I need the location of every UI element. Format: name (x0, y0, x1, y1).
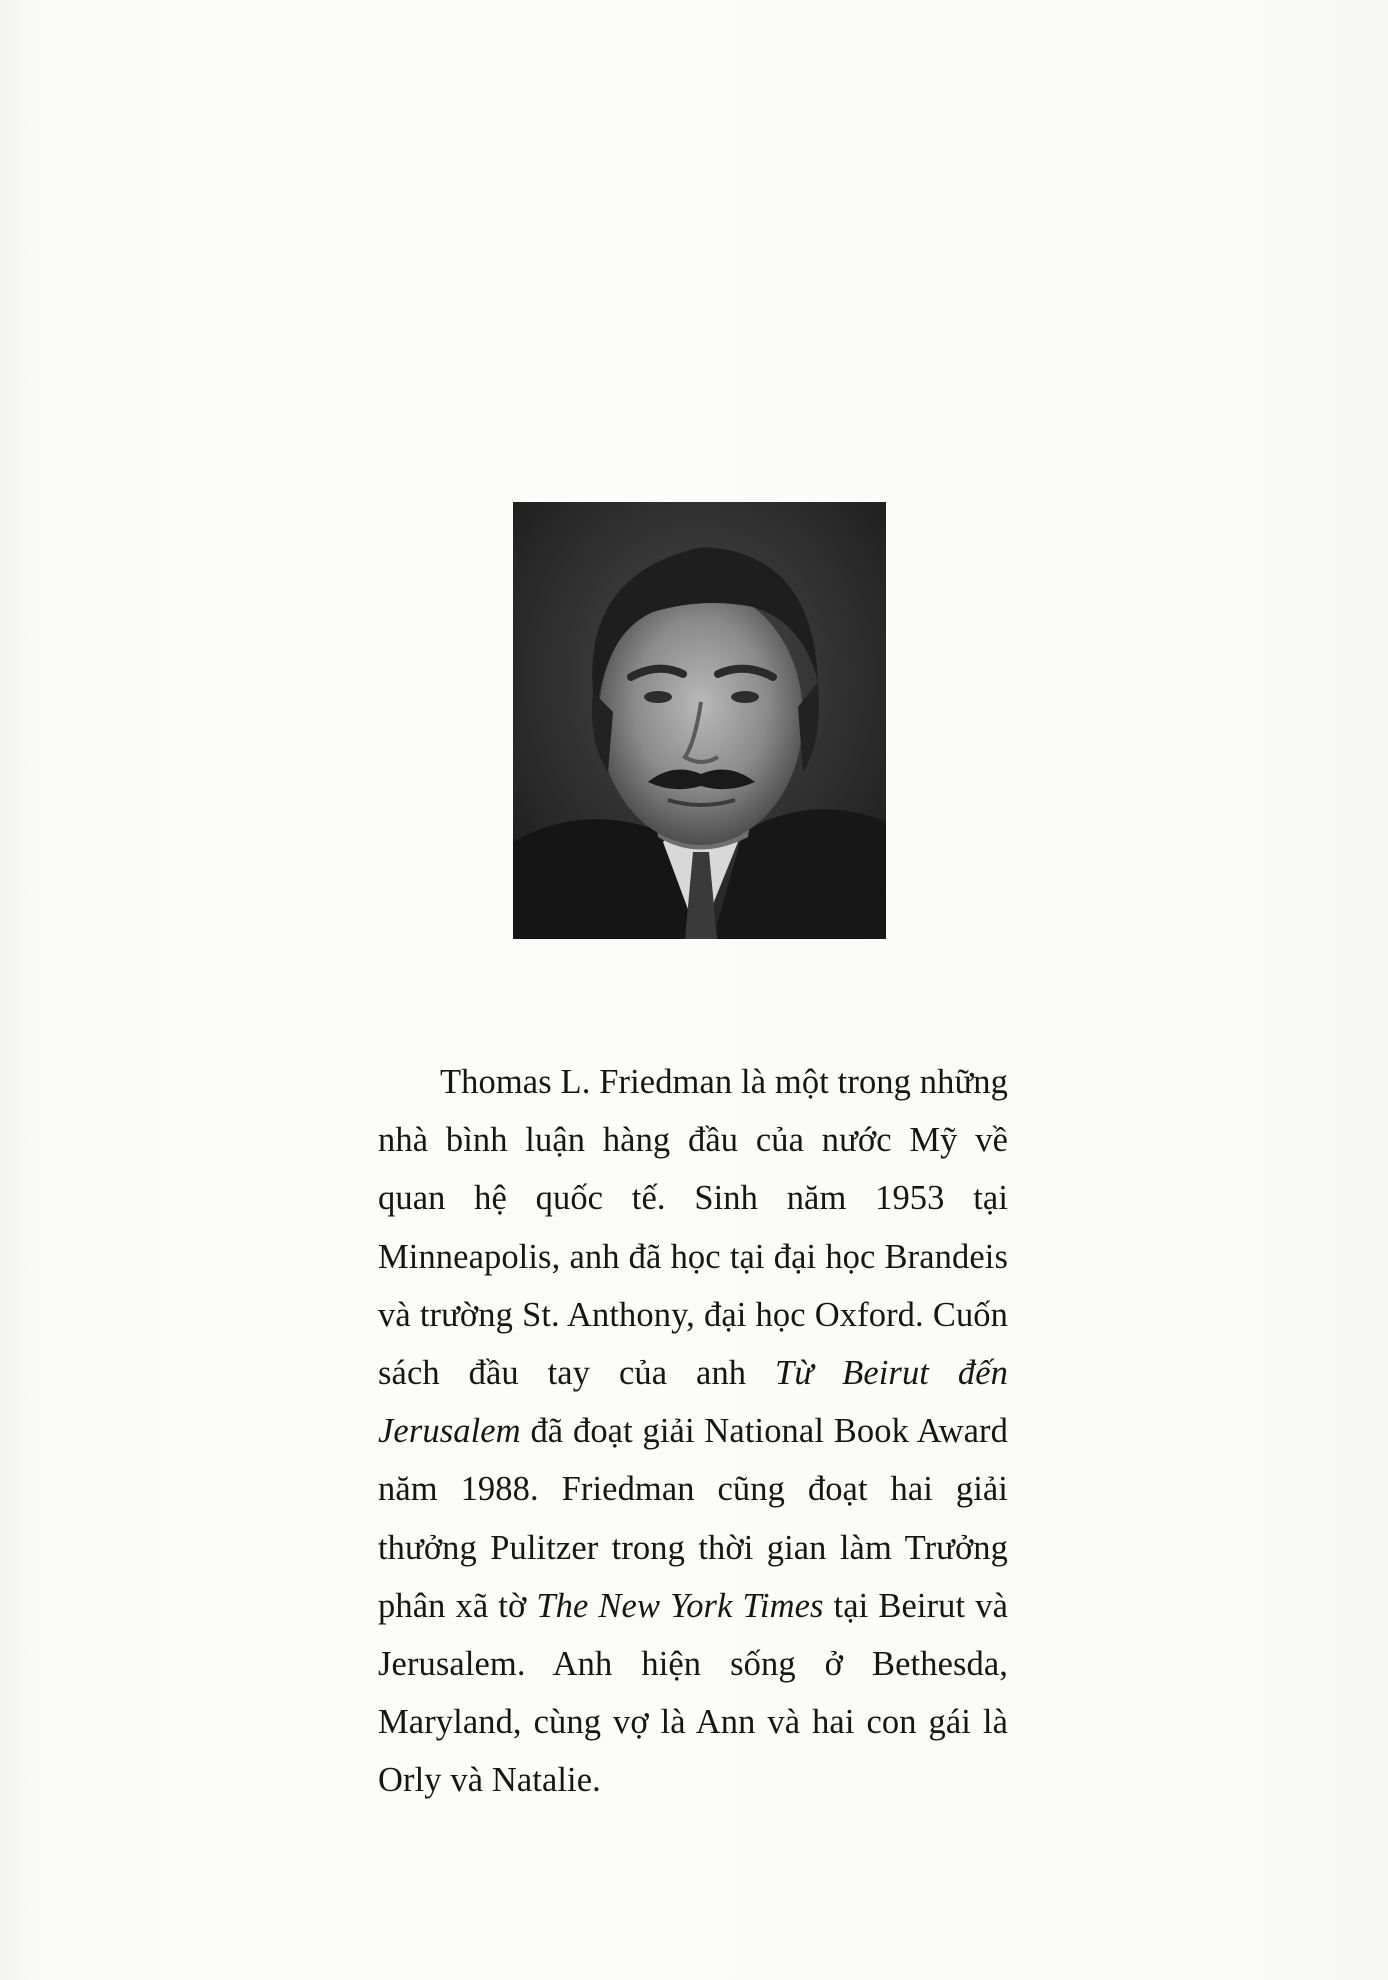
bio-newspaper-title: The New York Times (536, 1586, 824, 1625)
bio-text-part1: Thomas L. Friedman là một trong những nhà bình luận hàng đầu của nước Mỹ về quan hệ quốc tế. Sinh năm 1953 tại Minneapolis, anh đã học tại đại học Brandeis và trường St. Anthony, đại học Oxford. Cuốn sách đầu tay của anh (378, 1063, 1008, 1393)
author-portrait (513, 502, 886, 939)
author-biography (378, 1053, 1008, 1810)
bio-book-title: Từ Beirut đến Jerusalem (378, 1354, 1008, 1451)
bio-text-part3: tại Beirut và Jerusalem. Anh hiện sống ở Bethesda, Maryland, cùng vợ là Ann và hai con gái là Orly và Natalie. (378, 1586, 1009, 1800)
bio-text-part2: đã đoạt giải National Book Award năm 1988. Friedman cũng đoạt hai giải thưởng Pulitzer trong thời gian làm Trưởng phân xã tờ (378, 1412, 1008, 1625)
